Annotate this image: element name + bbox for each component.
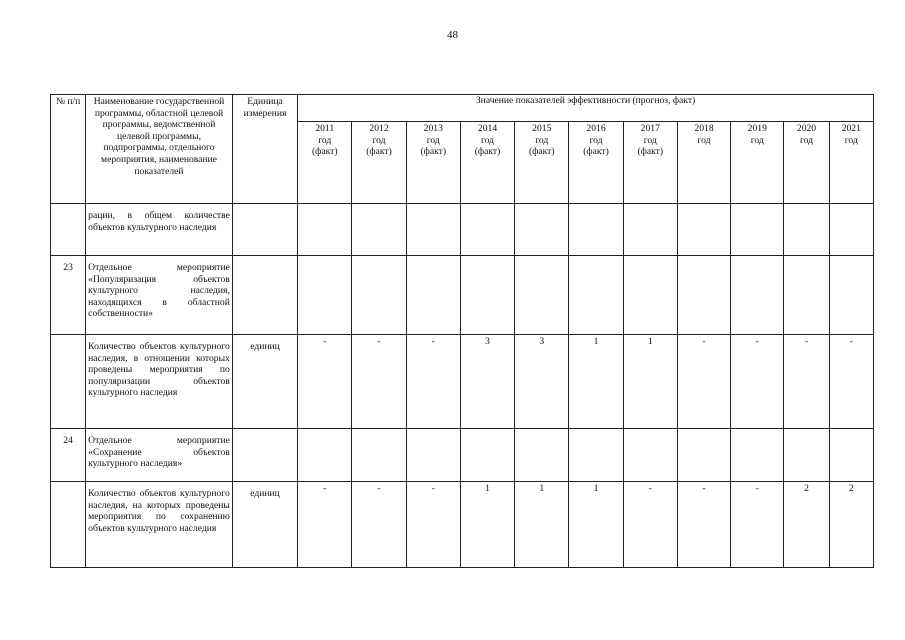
row-name: Отдельное мероприятие «Сохранение объектов культурного наследия» [86, 429, 233, 482]
header-year-cell [829, 122, 873, 204]
row-value [829, 429, 873, 482]
header-year-line3: (факт) [311, 146, 338, 158]
row-value [460, 204, 514, 256]
header-year-year: 2014 [477, 123, 498, 135]
row-value: 2 [784, 482, 829, 568]
header-year-year: 2011 [315, 123, 335, 135]
header-name: Наименование государственной программы, областной целевой программы, ведомственной целевой программы, подпрограммы, отдельного мероприятия, наименование показателей [86, 95, 233, 204]
row-value: 1 [569, 335, 623, 429]
row-value: - [677, 482, 730, 568]
row-value: - [731, 335, 784, 429]
row-unit [232, 256, 297, 335]
row-value [569, 256, 623, 335]
row-value [623, 256, 677, 335]
row-value: 1 [569, 482, 623, 568]
row-name: рации, в общем количестве объектов культурного наследия [86, 204, 233, 256]
row-value [352, 429, 406, 482]
row-value: 1 [515, 482, 569, 568]
row-value [623, 204, 677, 256]
row-name: Количество объектов культурного наследия, в отношении которых проведены мероприятия по популяризации объектов культурного наследия [86, 335, 233, 429]
row-number [51, 204, 86, 256]
table-row [51, 256, 874, 335]
header-year-year: 2018 [694, 123, 714, 135]
header-year-line3: (факт) [528, 146, 555, 158]
row-number: 23 [51, 256, 86, 335]
indicators-table [50, 94, 874, 568]
header-year-line2: год [697, 134, 711, 146]
header-year-year: 2012 [369, 123, 389, 135]
header-unit: Единица измерения [232, 95, 297, 204]
row-value [406, 204, 460, 256]
header-year-line2: год [750, 134, 764, 146]
row-value: - [677, 335, 730, 429]
row-value [460, 429, 514, 482]
header-year-cell [352, 122, 406, 204]
header-year-line3: (факт) [637, 146, 664, 158]
header-year-cell [515, 122, 569, 204]
header-year-line2: год [799, 134, 814, 146]
header-year-line2: год [535, 134, 549, 146]
row-number [51, 482, 86, 568]
row-value: - [784, 335, 829, 429]
row-value: - [406, 335, 460, 429]
header-year-line2: год [480, 134, 495, 146]
row-value [829, 256, 873, 335]
row-unit: единиц [232, 482, 297, 568]
table-row [51, 335, 874, 429]
row-unit [232, 204, 297, 256]
row-unit [232, 429, 297, 482]
header-year-line2: год [844, 134, 858, 146]
row-value [352, 204, 406, 256]
header-year-cell [569, 122, 623, 204]
header-year-year: 2020 [796, 123, 817, 135]
row-value [677, 204, 730, 256]
row-value [515, 256, 569, 335]
header-year-line2: год [372, 134, 386, 146]
row-value [298, 429, 352, 482]
row-value [298, 256, 352, 335]
row-value [677, 429, 730, 482]
row-value [731, 256, 784, 335]
header-values-title: Значение показателей эффективности (прогноз, факт) [298, 95, 874, 122]
page-number: 48 [447, 29, 458, 41]
row-value [515, 204, 569, 256]
header-year-year: 2015 [532, 123, 552, 135]
header-year-year: 2017 [640, 123, 660, 135]
header-year-cell [784, 122, 829, 204]
header-year-line2: год [643, 134, 657, 146]
header-num: № п/п [51, 95, 86, 204]
header-year-cell [298, 122, 352, 204]
row-value: - [406, 482, 460, 568]
header-year-line2: год [426, 134, 440, 146]
header-year-cell [677, 122, 730, 204]
table-row [51, 429, 874, 482]
row-value [623, 429, 677, 482]
row-number: 24 [51, 429, 86, 482]
header-row-1 [51, 95, 874, 122]
row-value [352, 256, 406, 335]
header-year-line3: (факт) [366, 146, 392, 158]
row-value [784, 256, 829, 335]
row-value: - [298, 482, 352, 568]
row-value: - [731, 482, 784, 568]
row-value: 3 [515, 335, 569, 429]
row-value [677, 256, 730, 335]
row-value [569, 204, 623, 256]
row-value [298, 204, 352, 256]
header-year-year: 2016 [586, 123, 606, 135]
row-value: - [352, 482, 406, 568]
row-value [784, 429, 829, 482]
row-value: - [623, 482, 677, 568]
row-value [406, 429, 460, 482]
row-value: 1 [460, 482, 514, 568]
row-value [515, 429, 569, 482]
header-year-year: 2021 [841, 123, 861, 135]
header-year-line2: год [318, 134, 332, 146]
header-year-line3: (факт) [420, 146, 447, 158]
header-year-cell [731, 122, 784, 204]
row-value [569, 429, 623, 482]
header-year-line2: год [589, 134, 603, 146]
row-value: - [352, 335, 406, 429]
row-unit: единиц [232, 335, 297, 429]
header-year-year: 2013 [423, 123, 443, 135]
header-year-line3: (факт) [474, 146, 501, 158]
header-year-cell [623, 122, 677, 204]
row-value [829, 204, 873, 256]
table-row [51, 482, 874, 568]
table-body [51, 204, 874, 568]
row-value [731, 204, 784, 256]
header-year-line3: (факт) [583, 146, 609, 158]
header-year-cell [460, 122, 514, 204]
header-year-year: 2019 [747, 123, 767, 135]
row-value [731, 429, 784, 482]
row-value: - [298, 335, 352, 429]
row-value [460, 256, 514, 335]
row-value: - [829, 335, 873, 429]
row-value [784, 204, 829, 256]
row-number [51, 335, 86, 429]
row-name: Количество объектов культурного наследия, на которых проведены мероприятия по сохранению объектов культурного наследия [86, 482, 233, 568]
row-name: Отдельное мероприятие «Популяризация объектов культурного наследия, находящихся в областной собственности» [86, 256, 233, 335]
row-value [406, 256, 460, 335]
row-value: 1 [623, 335, 677, 429]
header-year-cell [406, 122, 460, 204]
row-value: 2 [829, 482, 873, 568]
table-row [51, 204, 874, 256]
row-value: 3 [460, 335, 514, 429]
